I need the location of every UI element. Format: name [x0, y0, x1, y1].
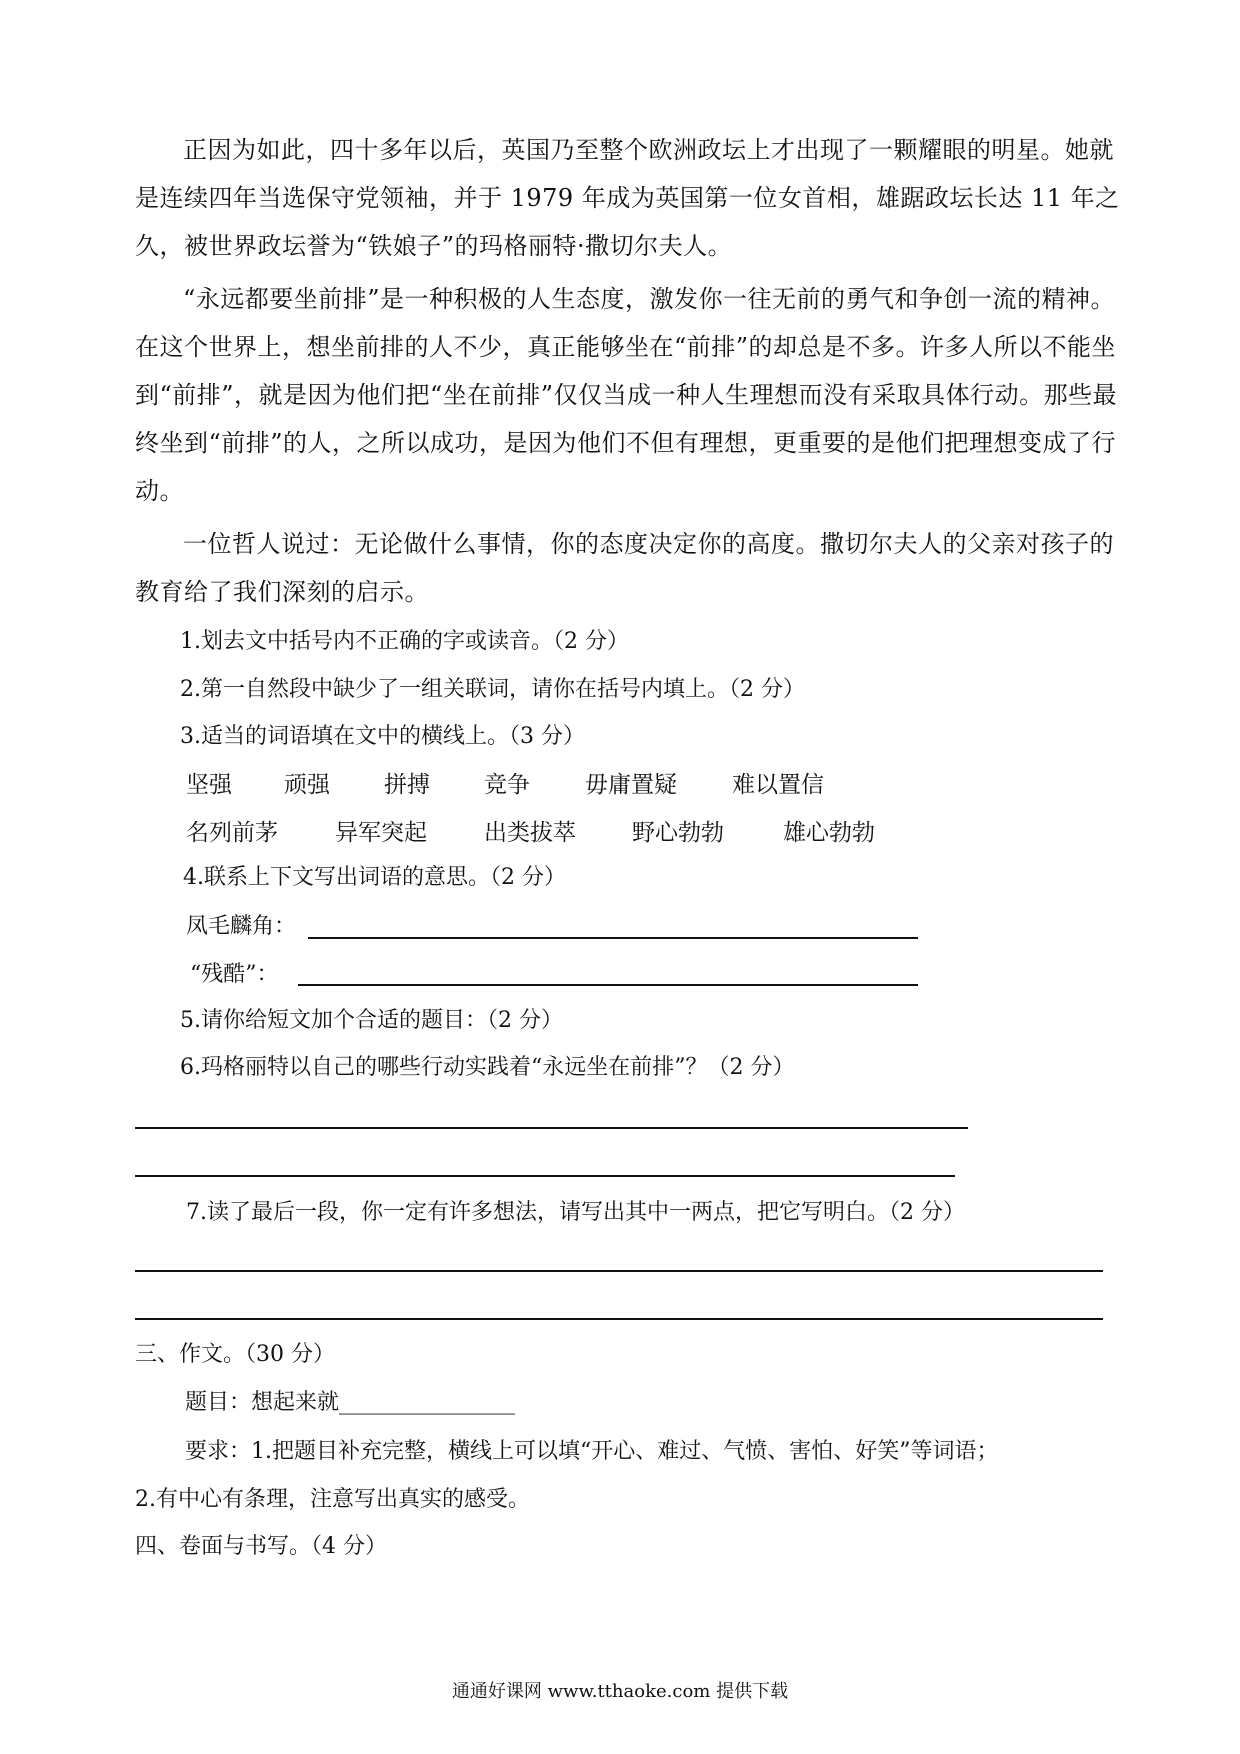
answer-line-4a[interactable]	[308, 937, 918, 939]
question-3: 3.适当的词语填在文中的横线上。（3 分）	[180, 724, 585, 749]
word-option: 野心勃勃	[632, 820, 724, 846]
passage-paragraph-1-text: 正因为如此，四十多年以后，英国乃至整个欧洲政坛上才出现了一颗耀眼的明星。她就是连续四年当选保守党领袖，并于 1979 年成为英国第一位女首相，雄踞政坛长达 11 年之久，被世界政坛誉为“铁娘子”的玛格丽特·撒切尔夫人。	[135, 136, 1120, 260]
word-option: 顽强	[284, 772, 330, 798]
word-option: 异军突起	[335, 820, 427, 846]
question-4: 4.联系上下文写出词语的意思。（2 分）	[183, 865, 566, 890]
question-7: 7.读了最后一段，你一定有许多想法，请写出其中一两点，把它写明白。（2 分）	[186, 1200, 965, 1225]
word-option: 出类拔萃	[484, 820, 576, 846]
word-option: 竞争	[484, 772, 530, 798]
word-option: 拼搏	[384, 772, 430, 798]
question-4a-label: 凤毛麟角：	[186, 914, 297, 939]
word-option: 坚强	[186, 772, 232, 798]
composition-heading: 三、作文。（30 分）	[135, 1342, 335, 1367]
answer-line-4b[interactable]	[298, 984, 918, 986]
passage-paragraph-3-text: 一位哲人说过：无论做什么事情，你的态度决定你的高度。撒切尔夫人的父亲对孩子的教育给了我们深刻的启示。	[135, 530, 1114, 606]
page-footer: 通通好课网 www.tthaoke.com 提供下载	[451, 1681, 789, 1702]
composition-title: 题目：想起来就________________	[185, 1390, 516, 1415]
passage-paragraph-2-text: “永远都要坐前排”是一种积极的人生态度，激发你一往无前的勇气和争创一流的精神。在这个世界上，想坐前排的人不少，真正能够坐在“前排”的却总是不多。许多人所以不能坐到“前排”，就是因为他们把“坐在前排”仅仅当成一种人生理想而没有采取具体行动。那些最终坐到“前排”的人，之所以成功，是因为他们不但有理想，更重要的是他们把理想变成了行动。	[135, 285, 1118, 505]
word-option: 毋庸置疑	[585, 772, 677, 798]
passage-paragraph-3	[135, 520, 1125, 616]
answer-line-6a[interactable]	[135, 1127, 968, 1129]
passage-paragraph-1	[135, 126, 1125, 270]
question-1: 1.划去文中括号内不正确的字或读音。（2 分）	[180, 629, 629, 654]
question-2: 2.第一自然段中缺少了一组关联词，请你在括号内填上。（2 分）	[180, 677, 805, 702]
answer-line-7a[interactable]	[135, 1270, 1103, 1272]
word-option: 难以置信	[732, 772, 824, 798]
handwriting-heading: 四、卷面与书写。（4 分）	[135, 1534, 387, 1559]
composition-requirement-2: 2.有中心有条理，注意写出真实的感受。	[135, 1487, 530, 1512]
answer-line-7b[interactable]	[135, 1318, 1103, 1320]
word-option: 雄心勃勃	[783, 820, 875, 846]
word-option: 名列前茅	[186, 820, 278, 846]
answer-line-6b[interactable]	[135, 1175, 955, 1177]
composition-requirement-1: 要求：1.把题目补充完整，横线上可以填“开心、难过、气愤、害怕、好笑”等词语；	[185, 1439, 999, 1464]
question-6: 6.玛格丽特以自己的哪些行动实践着“永远坐在前排”？（2 分）	[180, 1055, 795, 1080]
question-4b-label: “残酷”：	[190, 962, 279, 987]
passage-paragraph-2	[135, 275, 1125, 515]
question-5: 5.请你给短文加个合适的题目：（2 分）	[180, 1008, 563, 1033]
